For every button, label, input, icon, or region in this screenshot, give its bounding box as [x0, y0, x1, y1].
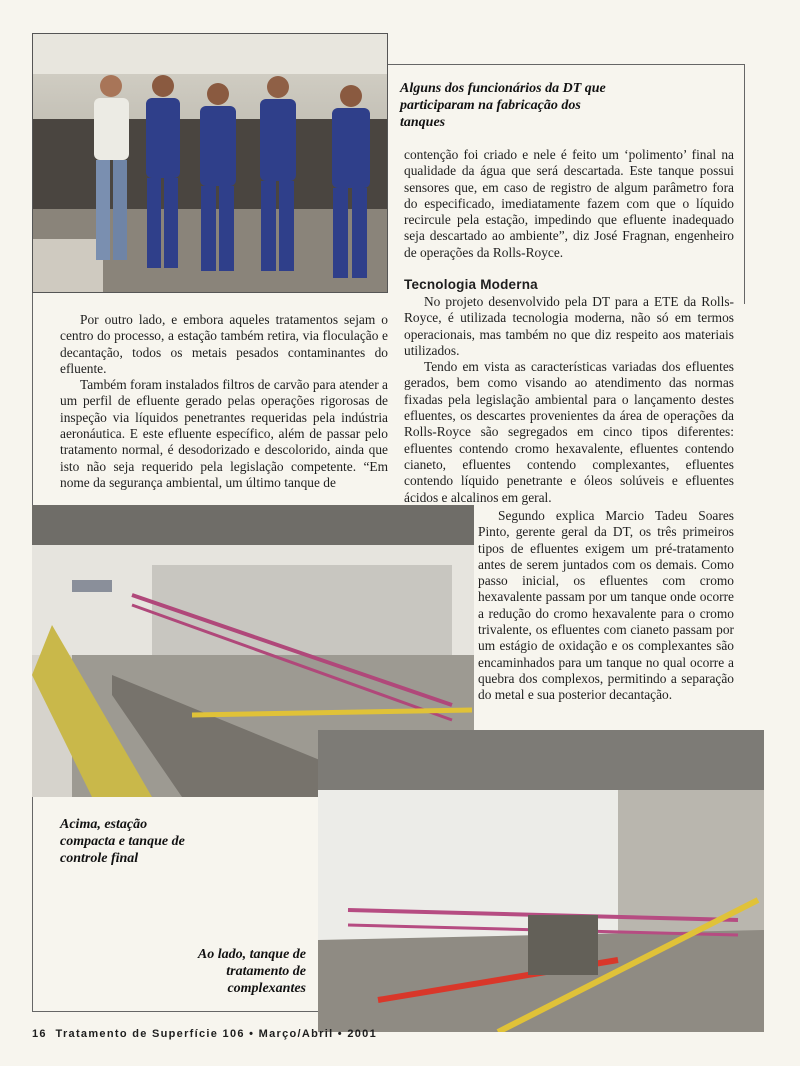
- complex-tank-photo: [318, 730, 764, 1032]
- paragraph: Tendo em vista as características variadas dos efluentes gerados, bem como visando ao atendimento das normas fixadas pela legislação ambiental para o lançamento destes efluentes, os descartes provenientes da área de operações da Rolls-Royce são segregados em cinco tipos diferentes: efluentes contendo cromo hexavalente, efluentes contendo cianeto, efluentes contendo complexantes, efluentes contendo líquido penetrante e óleos solúveis e efluentes ácidos e alcalinos em geral.: [404, 359, 734, 505]
- right-column-top-text: contenção foi criado e nele é feito um ‘polimento’ final na qualidade da água que será descartada. Este tanque possui sensores que, em caso de registro de algum parâmetro fora do especificado, imediatamente fazem com que o líquido recircule pela estação, impedindo que efluente inadequado seja descartado ao ambiente”, diz José Fragnan, engenheiro de operações da Rolls-Royce.: [404, 147, 734, 260]
- page-frame-top: [385, 64, 745, 65]
- page-footer: 16 Tratamento de Superfície 106 • Março/Abril • 2001: [32, 1028, 377, 1040]
- paragraph: Segundo explica Marcio Tadeu Soares Pinto, gerente geral da DT, os três primeiros tipos de efluentes exigem um pré-tratamento antes de serem juntados com os demais. Como passo inicial, os efluentes com cromo hexavalente passam por um tanque onde ocorre a redução do cromo hexavalente para o cromo trivalente, os efluentes com cianeto passam por um estágio de oxidação e os complexantes são encaminhados para um tanque no qual ocorre a quebra dos complexos, permitindo a separação do metal e sua posterior decantação.: [478, 508, 734, 703]
- caption-workers: Alguns dos funcionários da DT que participaram na fabricação dos tanques: [400, 81, 606, 130]
- left-column-text: [60, 312, 388, 491]
- workers-photo: [32, 33, 388, 293]
- caption-compact-station: Acima, estação compacta e tanque de controle final: [60, 817, 185, 866]
- caption-complex-tank: Ao lado, tanque de tratamento de complexantes: [197, 947, 306, 996]
- paragraph: No projeto desenvolvido pela DT para a ETE da Rolls-Royce, é utilizada tecnologia moderna, não só em termos operacionais, mas também no que diz respeito aos materiais utilizados.: [404, 294, 734, 358]
- right-column-bottom-text: [478, 508, 734, 704]
- page-frame-right: [744, 64, 745, 304]
- paragraph: Também foram instalados filtros de carvão para atender a um perfil de efluente gerado pelas operações rigorosas de inspeção via líquidos penetrantes requeridas pela indústria aeronáutica. E este efluente específico, além de passar pelo tratamento normal, é desodorizado e descolorido, ainda que isto não seja requerido pela legislação competente. “Em nome da segurança ambiental, um último tanque de: [60, 377, 388, 490]
- paragraph: Por outro lado, e embora aqueles tratamentos sejam o centro do processo, a estação também retira, via floculação e decantação, todos os metais pesados contaminantes do efluente.: [60, 312, 388, 376]
- page-frame-bottom: [32, 1011, 322, 1012]
- section-heading: Tecnologia Moderna: [404, 277, 538, 292]
- right-column-paragraphs: [404, 294, 734, 506]
